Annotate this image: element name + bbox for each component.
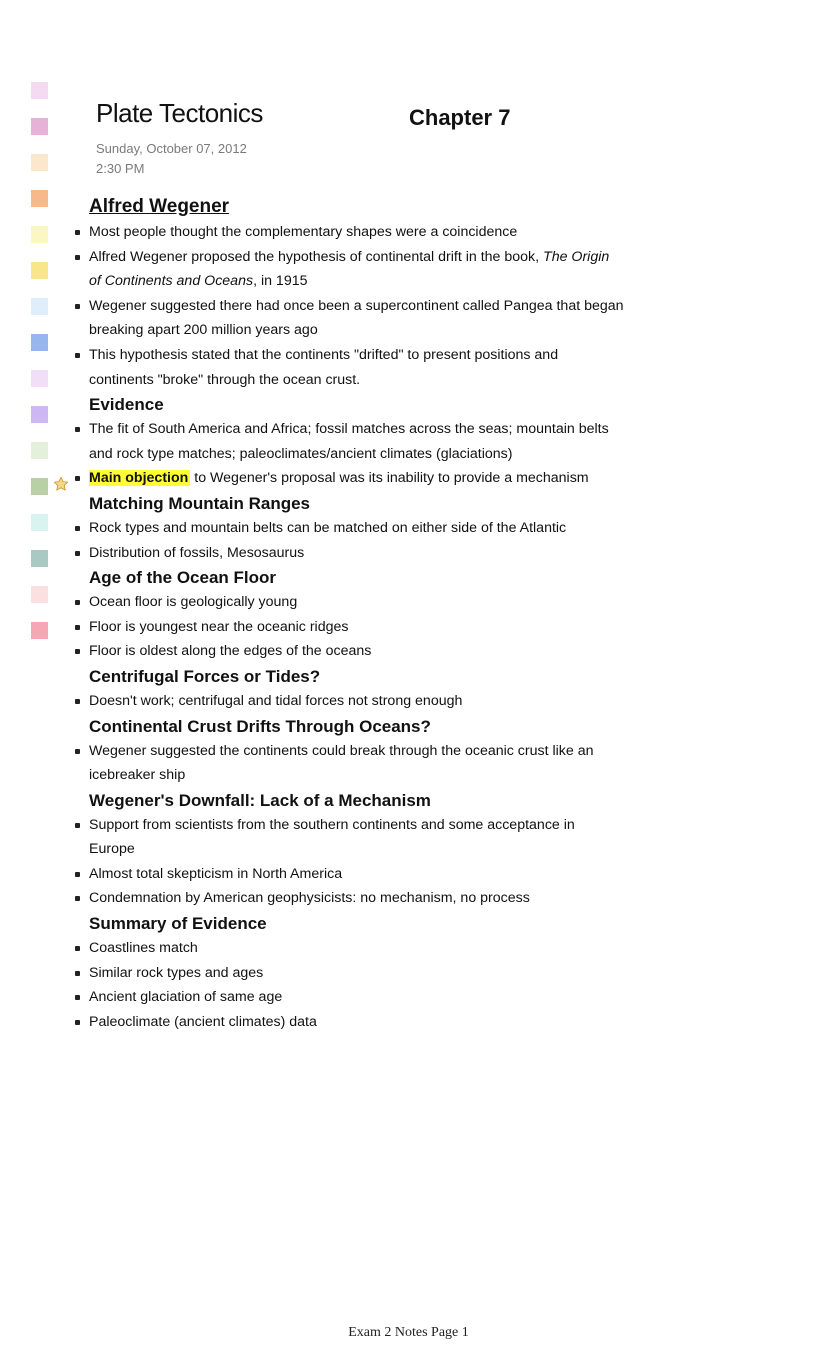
list-item: Most people thought the complementary shapes were a coincidence — [89, 220, 649, 245]
section-tab[interactable] — [31, 406, 48, 423]
list-item: Distribution of fossils, Mesosaurus — [89, 541, 649, 566]
section-heading: Evidence — [89, 395, 164, 415]
section-heading: Centrifugal Forces or Tides? — [89, 666, 321, 686]
list-item: Almost total skepticism in North America — [89, 862, 649, 887]
section-tab[interactable] — [31, 334, 48, 351]
bullet-list — [89, 739, 649, 788]
bullet-list — [89, 417, 649, 491]
page-title: Plate Tectonics — [96, 98, 263, 128]
section-tab[interactable] — [31, 82, 48, 99]
section-tab[interactable] — [31, 298, 48, 315]
star-icon[interactable] — [53, 476, 69, 492]
bullet-list — [89, 813, 649, 911]
list-item: Rock types and mountain belts can be matched on either side of the Atlantic — [89, 516, 649, 541]
list-item: Coastlines match — [89, 936, 649, 961]
section-tab[interactable] — [31, 550, 48, 567]
section-tab[interactable] — [31, 442, 48, 459]
section-heading: Matching Mountain Ranges — [89, 493, 310, 513]
list-item: Paleoclimate (ancient climates) data — [89, 1010, 649, 1035]
page-date: Sunday, October 07, 2012 — [96, 141, 247, 156]
section-heading: Alfred Wegener — [89, 196, 230, 217]
list-item: Main objection to Wegener's proposal was its inability to provide a mechanism — [89, 466, 649, 491]
section-tab[interactable] — [31, 226, 48, 243]
section-tab[interactable] — [31, 190, 48, 207]
section-heading: Wegener's Downfall: Lack of a Mechanism — [89, 790, 431, 810]
list-item: Doesn't work; centrifugal and tidal forces not strong enough — [89, 689, 649, 714]
notes-body — [89, 194, 649, 1034]
list-item: Ancient glaciation of same age — [89, 985, 649, 1010]
section-heading: Age of the Ocean Floor — [89, 568, 277, 588]
section-tab[interactable] — [31, 262, 48, 279]
bullet-list — [89, 936, 649, 1034]
list-item: This hypothesis stated that the continents "drifted" to present positions and continents "broke" through the ocean crust. — [89, 343, 649, 392]
list-item: Similar rock types and ages — [89, 961, 649, 986]
chapter-label: Chapter 7 — [409, 105, 511, 130]
page-time: 2:30 PM — [96, 161, 145, 176]
section-tab[interactable] — [31, 370, 48, 387]
bullet-list — [89, 590, 649, 664]
bullet-list — [89, 689, 649, 714]
list-item: Ocean floor is geologically young — [89, 590, 649, 615]
section-tab[interactable] — [31, 154, 48, 171]
section-heading: Continental Crust Drifts Through Oceans? — [89, 716, 431, 736]
section-tab[interactable] — [31, 586, 48, 603]
section-tab[interactable] — [31, 514, 48, 531]
list-item: Floor is oldest along the edges of the oceans — [89, 639, 649, 664]
section-tab[interactable] — [31, 478, 48, 495]
list-item: Condemnation by American geophysicists: no mechanism, no process — [89, 886, 649, 911]
section-tab[interactable] — [31, 622, 48, 639]
section-heading: Summary of Evidence — [89, 914, 267, 934]
bullet-list — [89, 516, 649, 565]
list-item: The fit of South America and Africa; fossil matches across the seas; mountain belts and rock type matches; paleoclimates/ancient climates (glaciations) — [89, 417, 649, 466]
list-item: Wegener suggested the continents could break through the oceanic crust like an icebreaker ship — [89, 739, 649, 788]
page-footer: Exam 2 Notes Page 1 — [348, 1325, 469, 1340]
list-item: Support from scientists from the southern continents and some acceptance in Europe — [89, 813, 649, 862]
list-item: Wegener suggested there had once been a supercontinent called Pangea that began breaking apart 200 million years ago — [89, 294, 649, 343]
bullet-list — [89, 220, 649, 392]
list-item: Floor is youngest near the oceanic ridges — [89, 615, 649, 640]
highlighted-text: Main objection — [89, 470, 189, 487]
section-tab[interactable] — [31, 118, 48, 135]
list-item: Alfred Wegener proposed the hypothesis of continental drift in the book, The Origin of Continents and Oceans, in 1915 — [89, 245, 649, 294]
